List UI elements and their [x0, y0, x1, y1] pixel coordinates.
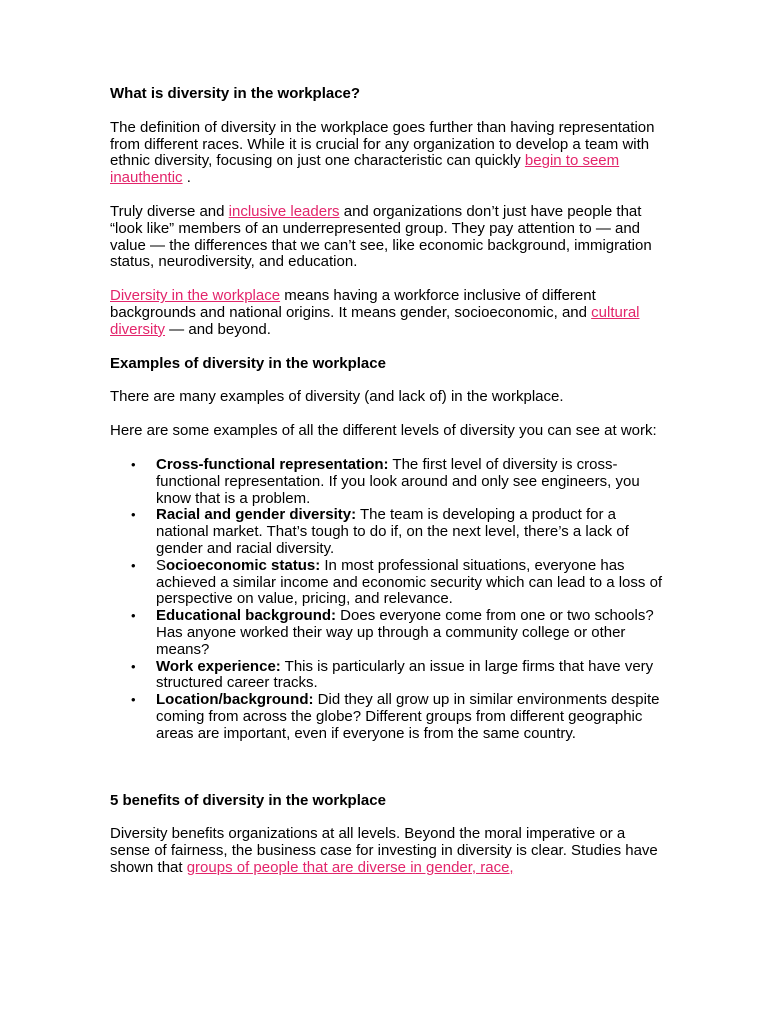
bullet-icon: •: [131, 456, 136, 472]
list-item-label: ocioeconomic status:: [166, 556, 321, 574]
list-item-label: Location/background:: [156, 691, 314, 709]
list-item-text: The team is developing a product for a national market. That’s tough to do if, on the next level, there’s a lack of gender and racial diversity.: [156, 506, 629, 557]
list-item-text: The first level of diversity is cross-functional representation. If you look around and only see engineers, you know that is a problem.: [156, 455, 640, 507]
list-item: [110, 608, 668, 658]
bullet-icon: •: [131, 608, 136, 624]
paragraph-definition-end: .: [182, 169, 191, 187]
list-item-text: Does everyone come from one or two schools? Has anyone worked their way up through a community college or other means?: [156, 607, 654, 658]
list-item: [110, 558, 668, 608]
list-item: [110, 692, 668, 742]
list-item-text: Did they all grow up in similar environments despite coming from across the globe? Different groups from different geographic areas are important, even if everyone is from the same country.: [156, 691, 660, 742]
paragraph-diversity-means-end: — and beyond.: [165, 320, 271, 338]
bullet-icon: •: [131, 658, 136, 674]
paragraph-many-examples: There are many examples of diversity (and lack of) in the workplace.: [110, 388, 564, 406]
paragraph-diversity-benefits: [110, 826, 668, 876]
bullet-icon: •: [131, 557, 136, 573]
paragraph-diversity-benefits-text: Diversity benefits organizations at all levels. Beyond the moral imperative or a sense of fairness, the business case for investing in diversity is clear. Studies have shown that: [110, 825, 658, 876]
examples-list: [110, 457, 668, 743]
paragraph-truly-diverse: [110, 204, 668, 271]
paragraph-definition: [110, 120, 668, 187]
list-item: [110, 507, 668, 557]
heading-what-is-diversity: What is diversity in the workplace?: [110, 85, 361, 102]
paragraph-here-are-some-examples: Here are some examples of all the different levels of diversity you can see at work:: [110, 422, 657, 440]
bullet-icon: •: [131, 507, 136, 523]
heading-5-benefits: 5 benefits of diversity in the workplace: [110, 791, 386, 809]
list-item-text: In most professional situations, everyone has achieved a similar income and economic security which can lead to a loss of perspective on value, pricing, and relevance.: [156, 556, 663, 608]
bullet-icon: •: [131, 692, 136, 708]
paragraph-diversity-means: [110, 288, 668, 338]
list-item-label: Racial and gender diversity:: [156, 506, 357, 524]
list-item-label-initial: S: [156, 556, 167, 574]
link-cultural-diversity[interactable]: cultural diversity: [110, 303, 640, 338]
link-begin-to-seem-inauthentic[interactable]: begin to seem inauthentic: [110, 152, 620, 187]
list-item: [110, 457, 668, 507]
list-item-label: Educational background:: [156, 607, 337, 625]
list-item: [110, 659, 668, 693]
link-diversity-in-the-workplace[interactable]: Diversity in the workplace: [110, 287, 281, 305]
heading-examples-of-diversity: Examples of diversity in the workplace: [110, 354, 386, 372]
paragraph-definition-text: The definition of diversity in the workplace goes further than having representation from different races. While it is crucial for any organization to develop a team with ethnic diversity, focusing on just one characteristic can quickly: [110, 118, 655, 170]
link-groups-of-people-diverse[interactable]: groups of people that are diverse in gender, race,: [186, 858, 514, 876]
list-item-text: This is particularly an issue in large firms that have very structured career tracks.: [156, 657, 654, 692]
link-inclusive-leaders[interactable]: inclusive leaders: [228, 202, 340, 220]
paragraph-truly-diverse-start: Truly diverse and: [110, 202, 229, 220]
list-item-label: Work experience:: [156, 657, 281, 675]
paragraph-truly-diverse-rest: and organizations don’t just have people that “look like” members of an underrepresented group. They pay attention to — and value — the differences that we can’t see, like economic background, immigration status, neurodiversity, and education.: [110, 202, 652, 271]
paragraph-diversity-means-text: means having a workforce inclusive of different backgrounds and national origins. It means gender, socioeconomic, and: [110, 287, 596, 321]
list-item-label: Cross-functional representation:: [156, 455, 389, 473]
